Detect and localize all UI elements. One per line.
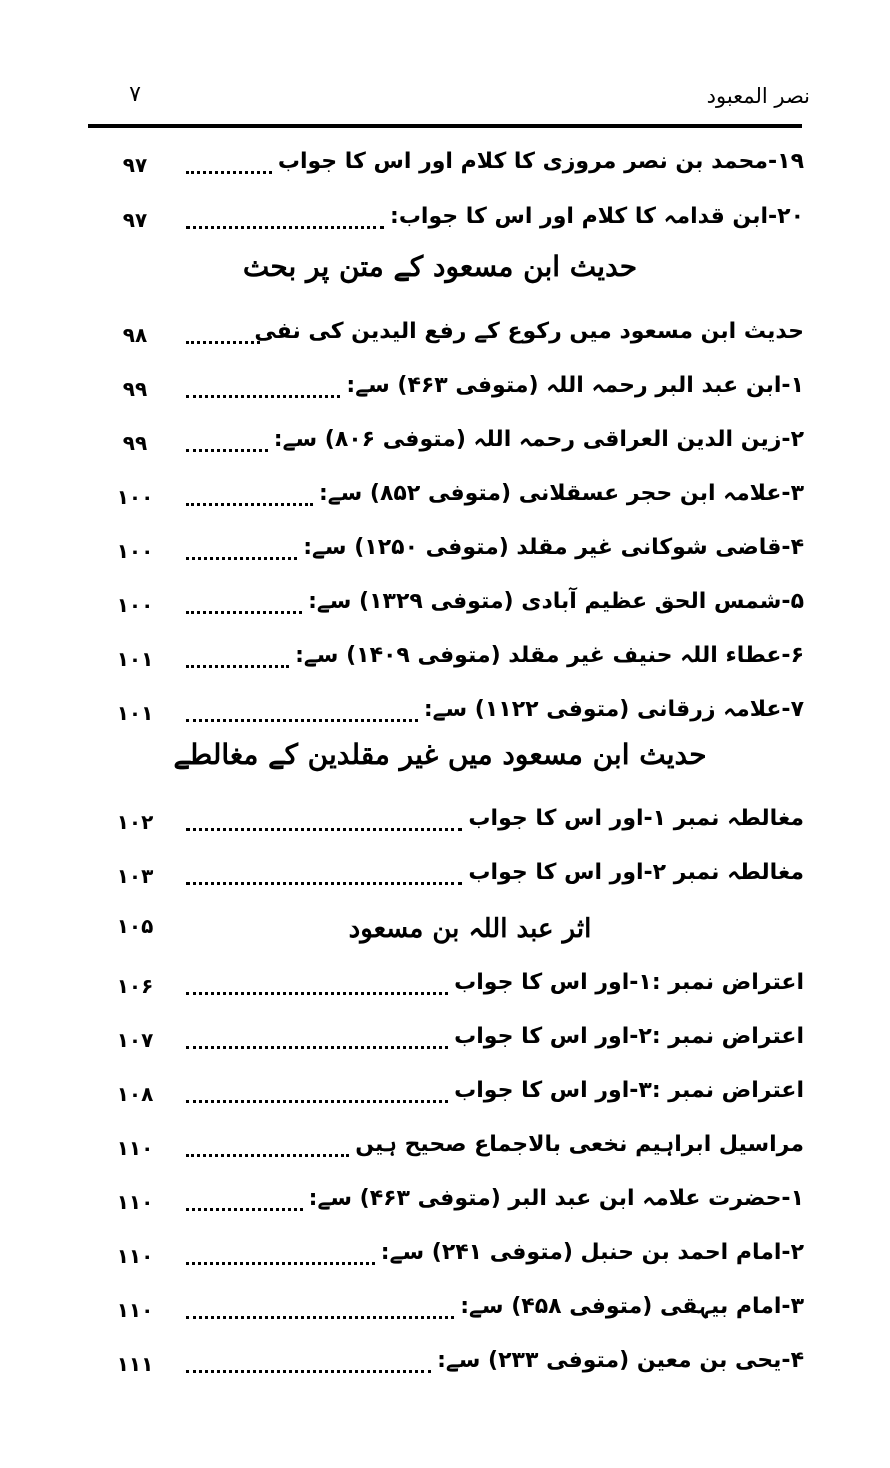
- toc-page-number: ۱۰۱: [116, 701, 154, 725]
- toc-entry-title: ۱-ابن عبد البر رحمہ اللہ (متوفی ۴۶۳) سے:: [346, 373, 804, 398]
- toc-entry[interactable]: [0, 637, 890, 689]
- leader-dots: [186, 1128, 349, 1157]
- toc-entry-title: مغالطہ نمبر ۱-اور اس کا جواب: [468, 806, 804, 831]
- toc-entry-title: ۲۰-ابن قدامہ کا کلام اور اس کا جواب:: [390, 204, 804, 229]
- section-heading: حدیث ابن مسعود میں غیر مقلدین کے مغالطے: [173, 738, 707, 771]
- toc-entry[interactable]: [0, 691, 890, 743]
- leader-dots: [186, 1074, 448, 1103]
- leader-dots: [186, 200, 384, 229]
- toc-entry[interactable]: [0, 198, 890, 250]
- toc-entry[interactable]: [0, 421, 890, 473]
- leader-dots: [186, 966, 448, 995]
- leader-dots: [186, 856, 462, 885]
- leader-dots: [186, 802, 462, 831]
- toc-entry[interactable]: [0, 904, 890, 956]
- toc-entry[interactable]: [0, 1234, 890, 1286]
- toc-entry[interactable]: [0, 800, 890, 852]
- toc-entry[interactable]: [0, 583, 890, 635]
- toc-entry-title: ۴-یحی بن معین (متوفی ۲۳۳) سے:: [437, 1348, 804, 1373]
- toc-page-number: ۱۰۰: [116, 593, 154, 617]
- toc-entry[interactable]: [0, 1342, 890, 1394]
- toc-entry[interactable]: [0, 1126, 890, 1178]
- leader-dots: [186, 585, 302, 614]
- leader-dots: [186, 423, 268, 452]
- toc-entry[interactable]: [0, 964, 890, 1016]
- running-header-title: نصر المعبود: [706, 84, 810, 108]
- toc-entry-title: ۱-حضرت علامہ ابن عبد البر (متوفی ۴۶۳) سے:: [308, 1186, 804, 1211]
- leader-dots: [186, 369, 340, 398]
- toc-entry-title: حدیث ابن مسعود میں رکوع کے رفع الیدین کی نفی: [254, 319, 804, 344]
- toc-entry-title: اعتراض نمبر :۳-اور اس کا جواب: [454, 1078, 804, 1103]
- toc-entry[interactable]: [0, 1288, 890, 1340]
- section-heading: اثر عبد اللہ بن مسعود: [348, 914, 592, 944]
- leader-dots: [186, 639, 289, 668]
- toc-page-number: ۱۰۶: [116, 974, 154, 998]
- toc-entry[interactable]: [0, 1180, 890, 1232]
- toc-page-number: ۹۹: [122, 431, 148, 455]
- toc-page-number: ۱۰۵: [116, 914, 154, 938]
- toc-entry-title: ۳-علامہ ابن حجر عسقلانی (متوفی ۸۵۲) سے:: [318, 481, 804, 506]
- toc-page-number: ۱۰۷: [116, 1028, 154, 1052]
- toc-page-number: ۱۱۰: [116, 1136, 154, 1160]
- toc-entry-title: اعتراض نمبر :۱-اور اس کا جواب: [454, 970, 804, 995]
- toc-entry-title: مراسیل ابراہیم نخعی بالاجماع صحیح ہیں: [355, 1132, 804, 1157]
- toc-page-number: ۱۱۰: [116, 1298, 154, 1322]
- toc-entry-title: ۲-امام احمد بن حنبل (متوفی ۲۴۱) سے:: [380, 1240, 804, 1265]
- leader-dots: [186, 1020, 448, 1049]
- toc-page-number: ۱۱۰: [116, 1244, 154, 1268]
- toc-entry[interactable]: [0, 1018, 890, 1070]
- leader-dots: [186, 145, 272, 174]
- leader-dots: [186, 1290, 454, 1319]
- leader-dots: [186, 1344, 431, 1373]
- leader-dots: [186, 1236, 375, 1265]
- toc-entry-title: اعتراض نمبر :۲-اور اس کا جواب: [454, 1024, 804, 1049]
- toc-entry[interactable]: [0, 313, 890, 365]
- toc-entry-title: ۵-شمس الحق عظیم آبادی (متوفی ۱۳۲۹) سے:: [308, 589, 804, 614]
- toc-page-number: ۹۷: [122, 208, 148, 232]
- toc-page-number: ۹۸: [122, 323, 148, 347]
- toc-entry-title: ۱۹-محمد بن نصر مروزی کا کلام اور اس کا جواب: [277, 149, 804, 174]
- toc-page-number: ۹۷: [122, 153, 148, 177]
- toc-entry-title: ۶-عطاء اللہ حنیف غیر مقلد (متوفی ۱۴۰۹) سے:: [295, 643, 804, 668]
- toc-page-number: ۹۹: [122, 377, 148, 401]
- toc-page-number: ۱۰۰: [116, 485, 154, 509]
- section-heading: حدیث ابن مسعود کے متن پر بحث: [242, 250, 638, 283]
- leader-dots: [186, 477, 313, 506]
- toc-entry[interactable]: [0, 854, 890, 906]
- toc-entry[interactable]: [0, 475, 890, 527]
- leader-dots: [186, 315, 260, 344]
- leader-dots: [186, 531, 297, 560]
- toc-entry[interactable]: [0, 529, 890, 581]
- toc-page-number: ۱۰۸: [116, 1082, 154, 1106]
- toc-entry-title: ۲-زین الدین العراقی رحمہ اللہ (متوفی ۸۰۶) سے:: [273, 427, 804, 452]
- toc-page-number: ۱۰۱: [116, 647, 154, 671]
- leader-dots: [186, 1182, 303, 1211]
- page-number: ۷: [129, 82, 141, 107]
- toc-page-number: ۱۱۰: [116, 1190, 154, 1214]
- toc-page-number: ۱۰۰: [116, 539, 154, 563]
- toc-page-number: ۱۰۲: [116, 810, 154, 834]
- toc-entry-title: ۴-قاضی شوکانی غیر مقلد (متوفی ۱۲۵۰) سے:: [303, 535, 804, 560]
- toc-entry-title: ۷-علامہ زرقانی (متوفی ۱۱۲۲) سے:: [423, 697, 804, 722]
- toc-entry-title: مغالطہ نمبر ۲-اور اس کا جواب: [468, 860, 804, 885]
- toc-page-number: ۱۱۱: [116, 1352, 154, 1376]
- toc-entry-title: ۳-امام بیہقی (متوفی ۴۵۸) سے:: [460, 1294, 804, 1319]
- toc-entry[interactable]: [0, 143, 890, 195]
- toc-page-number: ۱۰۳: [116, 864, 154, 888]
- leader-dots: [186, 693, 418, 722]
- toc-entry[interactable]: [0, 1072, 890, 1124]
- toc-entry[interactable]: [0, 367, 890, 419]
